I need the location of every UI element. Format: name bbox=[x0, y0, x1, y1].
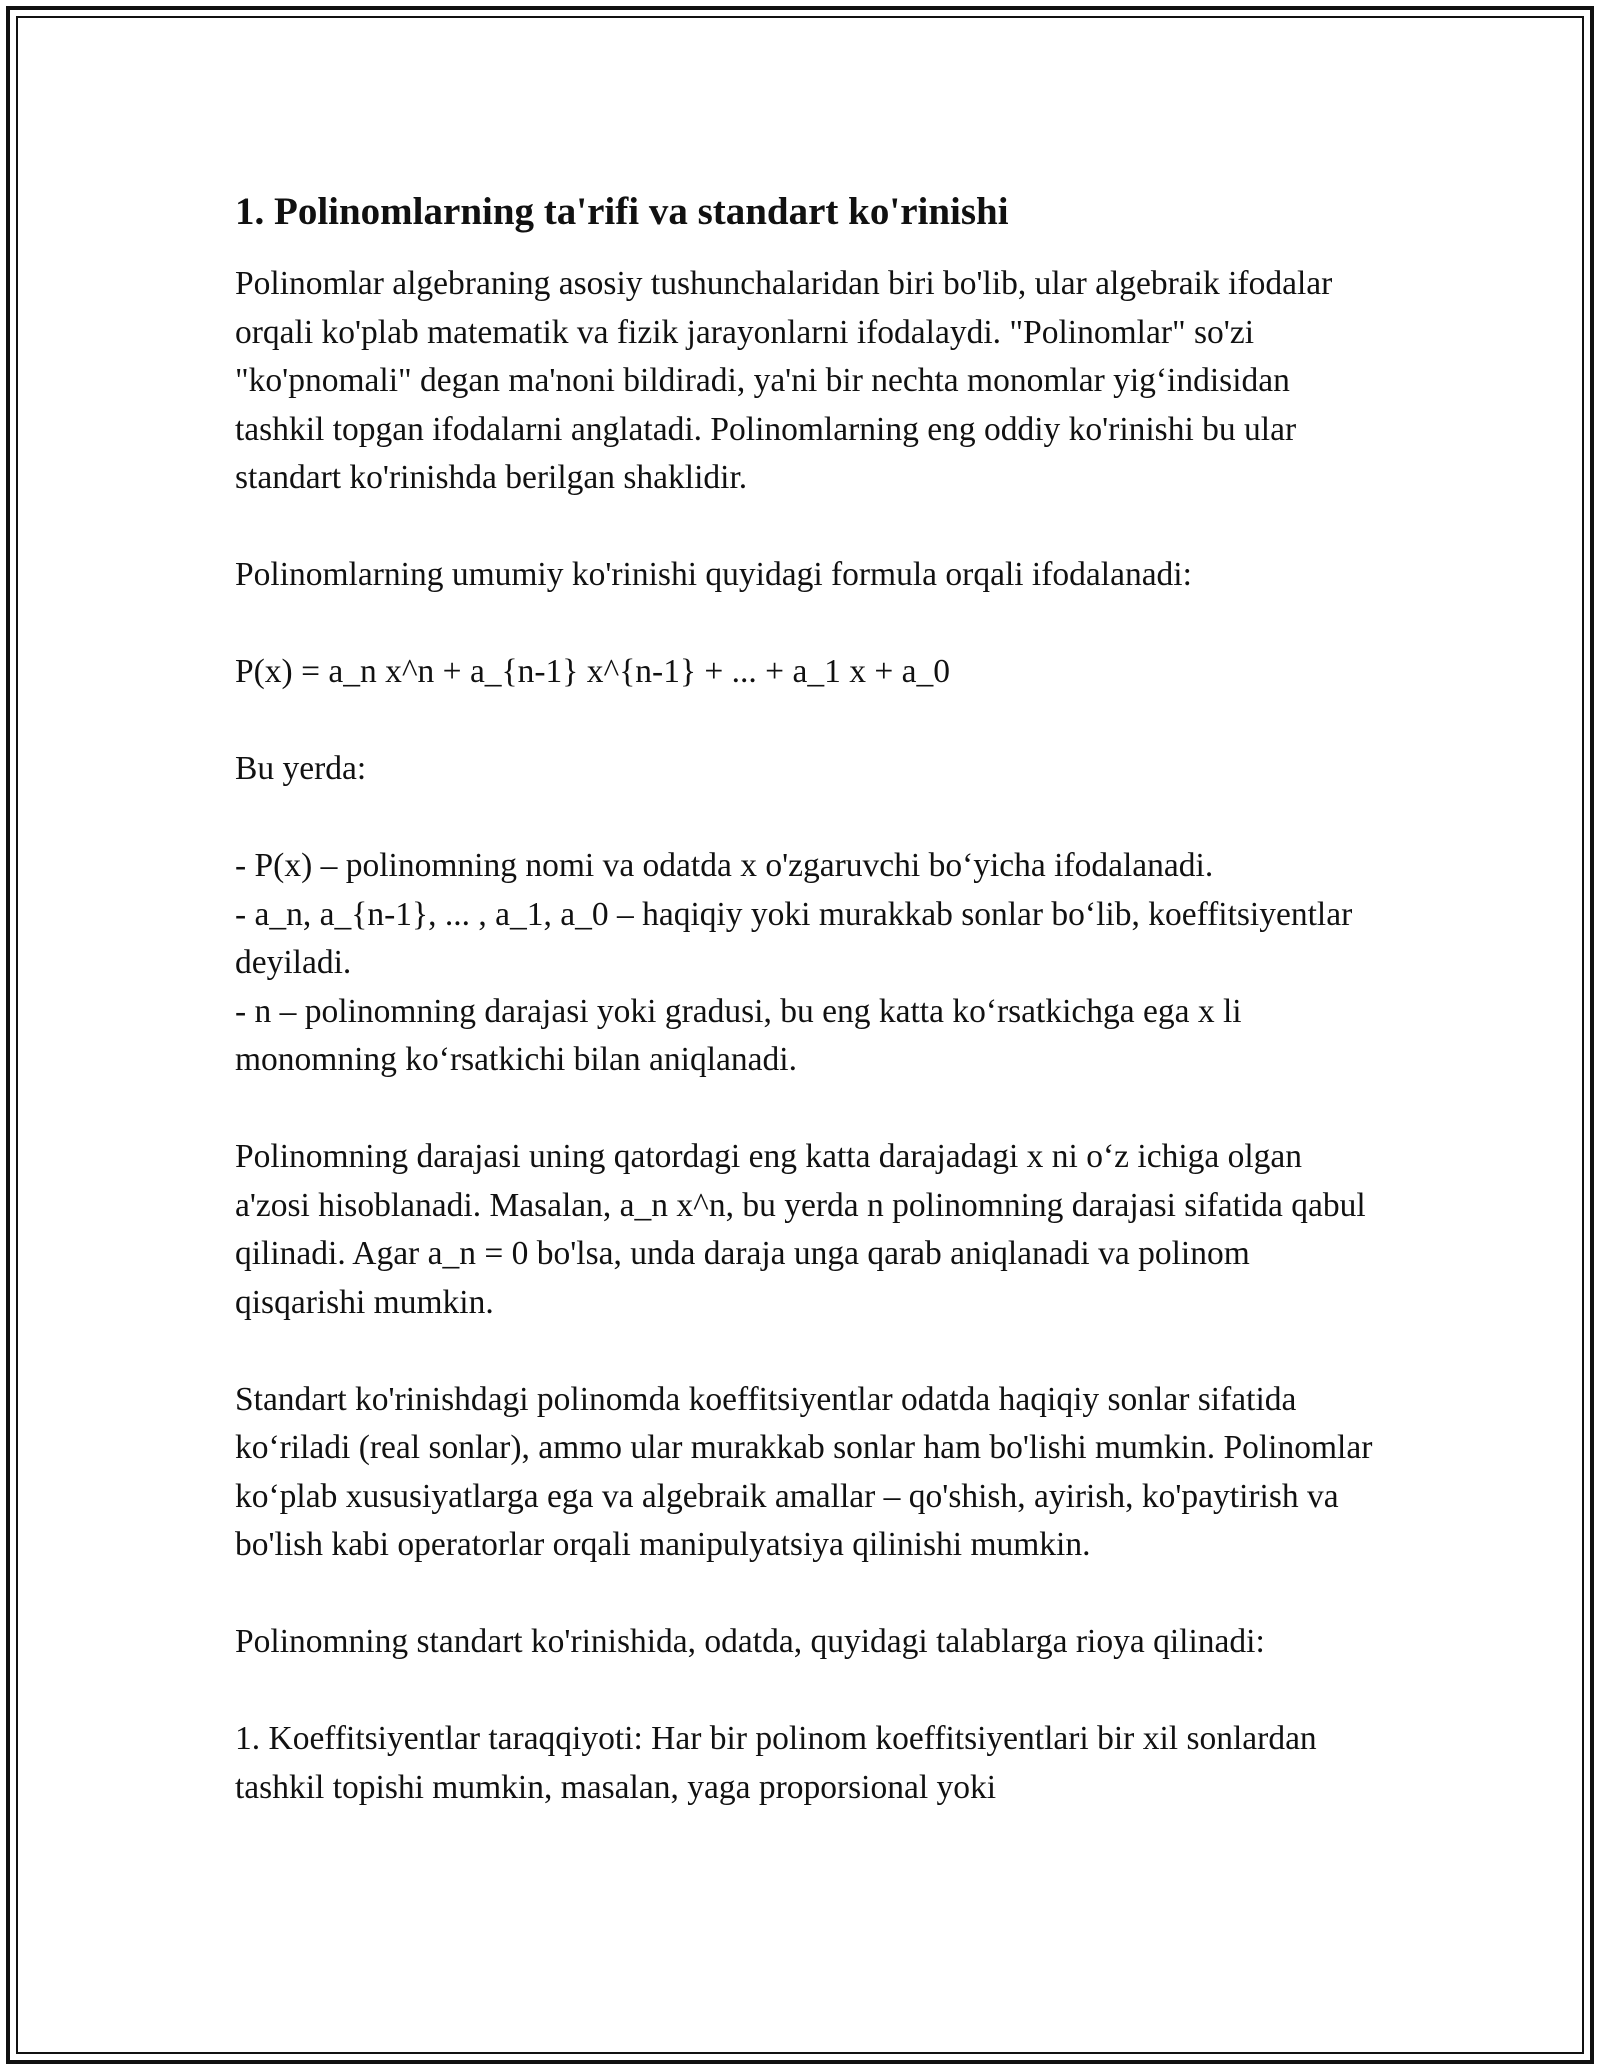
polynomial-formula: P(x) = a_n x^n + a_{n-1} x^{n-1} + ... + a_1 x + a_0 bbox=[235, 653, 950, 690]
section-heading: 1. Polinomlarning ta'rifi va standart ko'rinishi bbox=[235, 190, 1009, 233]
definition-item: - a_n, a_{n-1}, ... , a_1, a_0 – haqiqiy yoki murakkab sonlar bo‘lib, koeffitsiyentlar deyiladi. bbox=[235, 895, 1353, 981]
document-body bbox=[235, 188, 1375, 1812]
here-label: Bu yerda: bbox=[235, 750, 367, 787]
requirement-item-1: 1. Koeffitsiyentlar taraqqiyoti: Har bir polinom koeffitsiyentlari bir xil sonlardan tashkil topishi mumkin, masalan, yaga proporsional yoki bbox=[235, 1720, 1317, 1806]
degree-paragraph: Polinomning darajasi uning qatordagi eng katta darajadagi x ni o‘z ichiga olgan a'zosi hisoblanadi. Masalan, a_n x^n, bu yerda n polinomning darajasi sifatida qabul qilinadi. Agar a_n = 0 bo'lsa, unda daraja unga qarab aniqlanadi va polinom qisqarishi mumkin. bbox=[235, 1138, 1366, 1321]
definition-item: - P(x) – polinomning nomi va odatda x o'zgaruvchi bo‘yicha ifodalanadi. bbox=[235, 847, 1214, 884]
general-form-paragraph: Polinomlarning umumiy ko'rinishi quyidagi formula orqali ifodalanadi: bbox=[235, 556, 1192, 593]
standard-form-paragraph: Standart ko'rinishdagi polinomda koeffitsiyentlar odatda haqiqiy sonlar sifatida ko‘riladi (real sonlar), ammo ular murakkab sonlar ham bo'lishi mumkin. Polinomlar ko‘plab xususiyatlarga ega va algebraik amallar – qo'shish, ayirish, ko'paytirish va bo'lish kabi operatorlar orqali manipulyatsiya qilinishi mumkin. bbox=[235, 1380, 1373, 1563]
definitions-list bbox=[235, 842, 1375, 1085]
intro-paragraph: Polinomlar algebraning asosiy tushunchalaridan biri bo'lib, ular algebraik ifodalar orqali ko'plab matematik va fizik jarayonlarni ifodalaydi. "Polinomlar" so'zi "ko'pnomali" degan ma'noni bildiradi, ya'ni bir nechta monomlar yig‘indisidan tashkil topgan ifodalarni anglatadi. Polinomlarning eng oddiy ko'rinishi bu ular standart ko'rinishda berilgan shaklidir. bbox=[235, 265, 1333, 496]
definition-item: - n – polinomning darajasi yoki gradusi, bu eng katta ko‘rsatkichga ega x li monomning ko‘rsatkichi bilan aniqlanadi. bbox=[235, 992, 1242, 1078]
requirements-intro-paragraph: Polinomning standart ko'rinishida, odatda, quyidagi talablarga rioya qilinadi: bbox=[235, 1623, 1265, 1660]
